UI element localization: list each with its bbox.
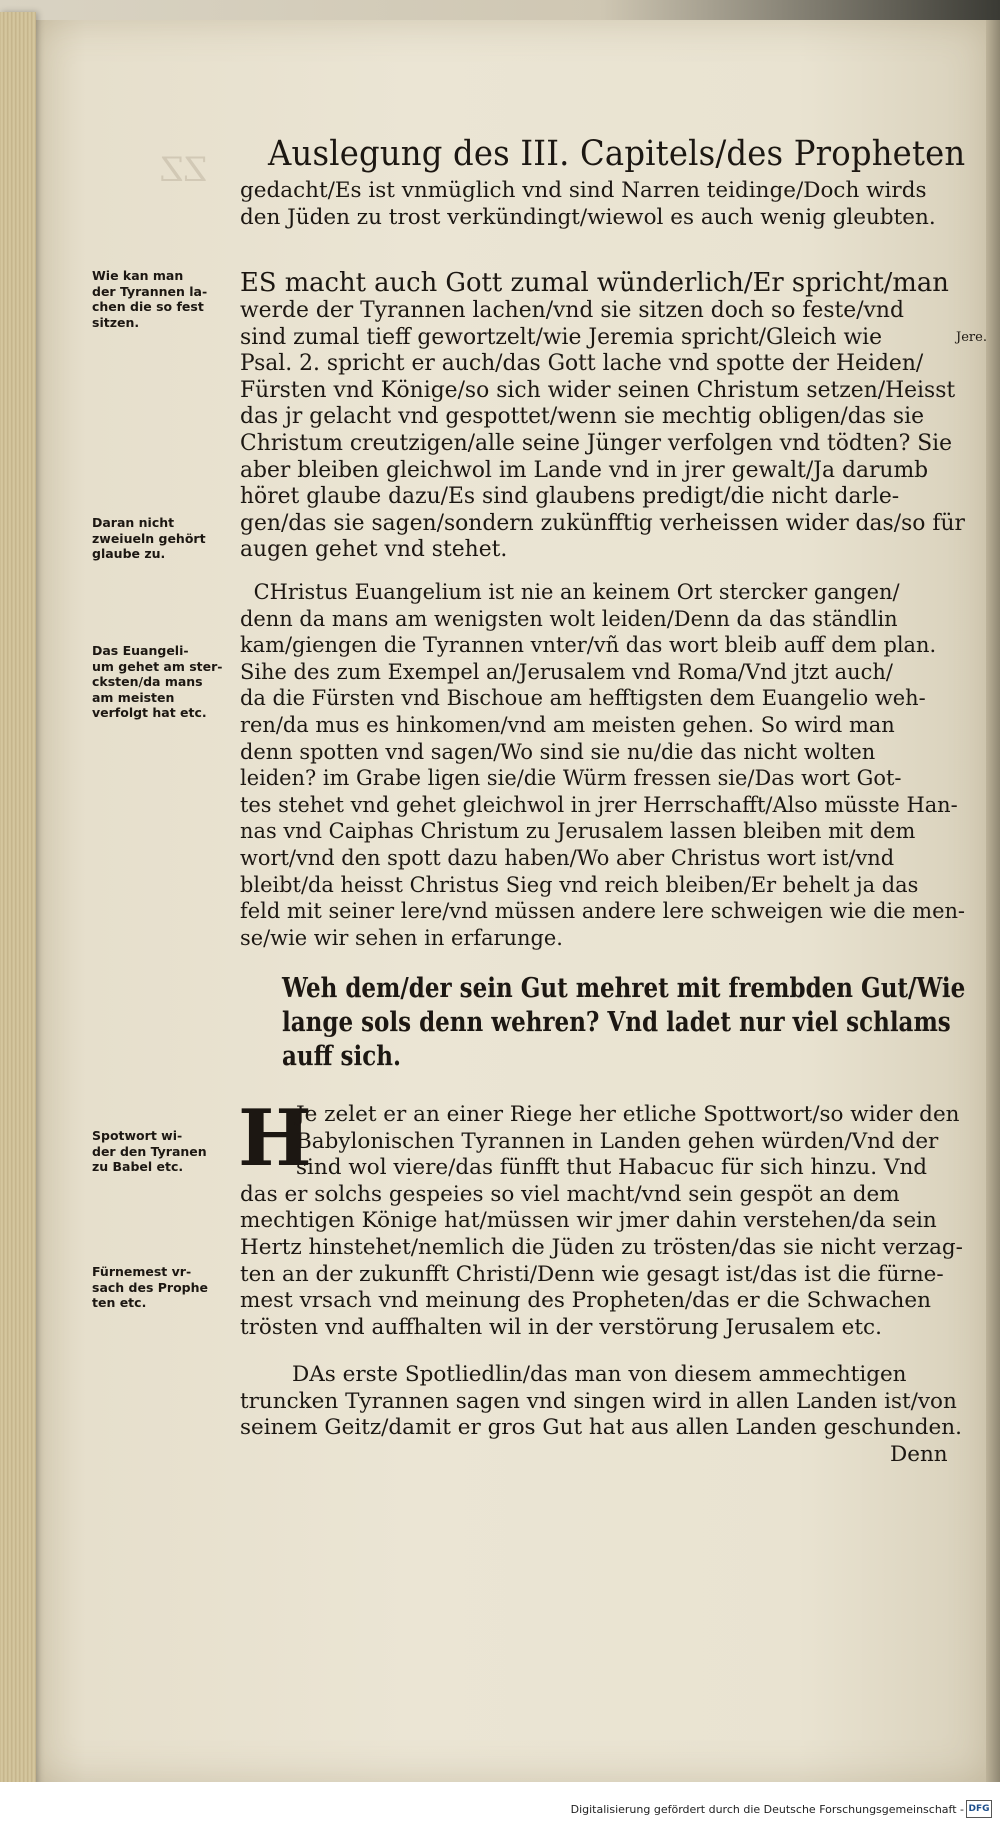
text-line: ES macht auch Gott zumal wünderlich/Er spricht/man xyxy=(240,268,949,298)
text-line: augen gehet vnd stehet. xyxy=(240,537,508,563)
margin-note xyxy=(92,1264,242,1311)
running-header: Auslegung des III. Capitels/des Propheten xyxy=(268,134,966,174)
note-line: am meisten xyxy=(92,689,175,705)
margin-note xyxy=(92,268,242,330)
text-line: Je zelet er an einer Riege her etliche Spottwort/so wider den xyxy=(296,1102,960,1127)
note-line: verfolgt hat etc. xyxy=(92,705,207,720)
text-line: kam/giengen die Tyrannen vnter/vñ das wort bleib auff dem plan. xyxy=(240,633,937,659)
text-line: den Jüden zu trost verkündingt/wiewol es auch wenig gleubten. xyxy=(240,204,936,230)
note-line: ten etc. xyxy=(92,1295,147,1310)
note-line: der Tyrannen la- xyxy=(92,283,208,299)
note-line: Wie kan man xyxy=(92,268,184,283)
margin-note xyxy=(92,1128,242,1175)
catchword: Denn xyxy=(890,1441,948,1467)
note-line: chen die so fest xyxy=(92,299,204,314)
text-line: ren/da mus es hinkomen/vnd am meisten gehen. So wird man xyxy=(240,712,895,738)
paragraph-4 xyxy=(240,1362,962,1468)
text-line: Babylonischen Tyrannen in Landen gehen würden/Vnd der xyxy=(296,1128,939,1154)
text-line: Fürsten vnd Könige/so sich wider seinen Christum setzen/Heisst xyxy=(240,377,956,403)
text-line: nas vnd Caiphas Christum zu Jerusalem lassen bleiben mit dem xyxy=(240,819,916,845)
scripture-quote xyxy=(282,972,1000,1074)
text-line: sind wol viere/das fünfft thut Habacuc für sich hinzu. Vnd xyxy=(296,1155,928,1181)
note-line: Spotwort wi- xyxy=(92,1128,183,1143)
text-line: auff sich. xyxy=(282,1041,401,1072)
note-line: zu Babel etc. xyxy=(92,1159,184,1174)
text-line: truncken Tyrannen sagen vnd singen wird in allen Landen ist/von xyxy=(240,1388,957,1414)
text-line: mechtigen Könige hat/müssen wir jmer dahin verstehen/da sein xyxy=(240,1208,937,1234)
book-gutter xyxy=(986,20,1000,1782)
margin-reference: Jere. xyxy=(956,330,987,345)
text-line: tes stehet vnd gehet gleichwol in jrer Herrschafft/Also müsste Han- xyxy=(240,792,958,818)
text-line: denn spotten vnd sagen/Wo sind sie nu/die das nicht wolten xyxy=(240,739,876,765)
text-line: gen/das sie sagen/sondern zukünfftig verheissen wider das/so für xyxy=(240,510,965,536)
note-line: Das Euangeli- xyxy=(92,643,189,658)
note-line: sach des Prophe xyxy=(92,1279,208,1295)
text-line: aber bleiben gleichwol im Lande vnd in jrer gewalt/Ja darumb xyxy=(240,457,929,483)
note-line: glaube zu. xyxy=(92,546,166,561)
digitization-credit: Digitalisierung gefördert durch die Deutsche Forschungsgemeinschaft - xyxy=(570,1803,964,1816)
note-line: Daran nicht xyxy=(92,515,175,530)
text-line: da die Fürsten vnd Bischoue am hefftigsten dem Euangelio weh- xyxy=(240,686,926,712)
text-line: feld mit seiner lere/vnd müssen andere lere schweigen wie die men- xyxy=(240,899,966,925)
text-line: Christum creutzigen/alle seine Jünger verfolgen vnd tödten? Sie xyxy=(240,430,953,456)
text-line: Sihe des zum Exempel an/Jerusalem vnd Roma/Vnd jtzt auch/ xyxy=(240,659,893,685)
bleed-through-mark: ZZ xyxy=(160,150,208,190)
text-line: ten an der zukunfft Christi/Denn wie gesagt ist/das ist die fürne- xyxy=(240,1261,944,1287)
text-line: seinem Geitz/damit er gros Gut hat aus allen Landen geschunden. xyxy=(240,1415,962,1441)
text-line: trösten vnd auffhalten wil in der verstörung Jerusalem etc. xyxy=(240,1314,882,1340)
note-line: zweiueln gehört xyxy=(92,530,206,546)
text-line: mest vrsach vnd meinung des Propheten/das er die Schwachen xyxy=(240,1288,931,1314)
note-line: der den Tyranen xyxy=(92,1143,207,1159)
text-line: leiden? im Grabe ligen sie/die Würm fressen sie/Das wort Got- xyxy=(240,766,902,792)
text-line: das er solchs gespeies so viel macht/vnd sein gespöt an dem xyxy=(240,1181,900,1207)
note-line: Fürnemest vr- xyxy=(92,1264,192,1279)
dfg-logo: DFG xyxy=(966,1800,992,1818)
text-line: DAs erste Spotliedlin/das man von diesem ammechtigen xyxy=(292,1362,907,1387)
text-line: gedacht/Es ist vnmüglich vnd sind Narren teidinge/Doch wirds xyxy=(240,178,927,203)
paragraph-3 xyxy=(238,1093,963,1341)
text-line: CHristus Euangelium ist nie an keinem Ort stercker gangen/ xyxy=(253,580,900,605)
text-line: wort/vnd den spott dazu haben/Wo aber Christus wort ist/vnd xyxy=(240,845,895,871)
paragraph-1 xyxy=(240,268,971,564)
book-page-edges xyxy=(0,12,36,1787)
text-line: Weh dem/der sein Gut mehret mit frembden Gut/Wie xyxy=(282,973,966,1004)
text-line: se/wie wir sehen in erfarunge. xyxy=(240,925,563,951)
text-line: Psal. 2. spricht er auch/das Gott lache vnd spotte der Heiden/ xyxy=(240,351,924,377)
decorated-initial: H xyxy=(238,1093,312,1184)
text-line: Hertz hinstehet/nemlich die Jüden zu trösten/das sie nicht verzag- xyxy=(240,1234,963,1260)
text-line: werde der Tyrannen lachen/vnd sie sitzen doch so feste/vnd xyxy=(240,298,904,323)
note-line: cksten/da mans xyxy=(92,674,203,689)
note-line: um gehet am ster- xyxy=(92,658,223,674)
text-line: lange sols denn wehren? Vnd ladet nur viel schlams xyxy=(282,1007,951,1038)
text-line: denn da mans am wenigsten wolt leiden/Denn da das ständlin xyxy=(240,606,898,632)
text-line: sind zumal tieff gewortzelt/wie Jeremia spricht/Gleich wie xyxy=(240,324,883,350)
margin-note xyxy=(92,515,242,562)
text-line: das jr gelacht vnd gespottet/wenn sie mechtig obligen/das sie xyxy=(240,404,924,430)
intro-text xyxy=(240,178,936,231)
text-line: höret glaube dazu/Es sind glaubens predigt/die nicht darle- xyxy=(240,484,900,510)
text-line: bleibt/da heisst Christus Sieg vnd reich bleiben/Er behelt ja das xyxy=(240,872,919,898)
note-line: sitzen. xyxy=(92,314,140,330)
margin-note xyxy=(92,643,242,721)
paragraph-2 xyxy=(240,580,985,952)
